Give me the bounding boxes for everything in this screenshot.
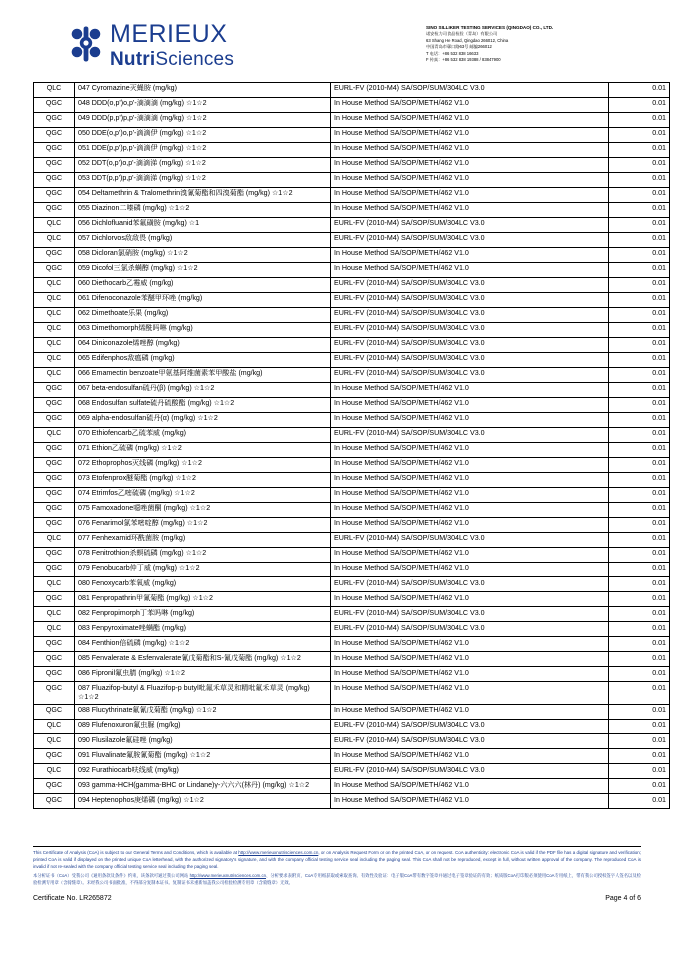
analyte-lod: 0.01	[609, 719, 670, 734]
analyte-lod: 0.01	[609, 682, 670, 704]
analyte-method: EURL-FV (2010-M4) SA/SOP/SUM/304LC V3.0	[331, 217, 609, 232]
analyte-method: EURL-FV (2010-M4) SA/SOP/SUM/304LC V3.0	[331, 577, 609, 592]
analyte-lod: 0.01	[609, 232, 670, 247]
analyte-name: 050 DDE(o,p')o,p'-滴滴伊 (mg/kg) ☆1☆2	[75, 127, 331, 142]
analyte-code: QGC	[34, 157, 75, 172]
analyte-method: In House Method SA/SOP/METH/462 V1.0	[331, 202, 609, 217]
analyte-lod: 0.01	[609, 704, 670, 719]
analyte-lod: 0.01	[609, 607, 670, 622]
analyte-method: In House Method SA/SOP/METH/462 V1.0	[331, 779, 609, 794]
analyte-code: QGC	[34, 412, 75, 427]
analyte-name: 093 gamma-HCH(gamma-BHC or Lindane)γ-六六六(林丹) (mg/kg) ☆1☆2	[75, 779, 331, 794]
table-row	[34, 749, 670, 764]
analyte-method: In House Method SA/SOP/METH/462 V1.0	[331, 187, 609, 202]
table-row	[34, 779, 670, 794]
analyte-lod: 0.01	[609, 502, 670, 517]
analyte-name: 072 Ethoprophos灭线磷 (mg/kg) ☆1☆2	[75, 457, 331, 472]
analyte-code: QGC	[34, 262, 75, 277]
analyte-name: 076 Fenarimol氯苯嘧啶醇 (mg/kg) ☆1☆2	[75, 517, 331, 532]
analyte-lod: 0.01	[609, 187, 670, 202]
analyte-lod: 0.01	[609, 83, 670, 98]
analyte-name: 092 Furathiocarb呋线威 (mg/kg)	[75, 764, 331, 779]
page-header	[33, 22, 641, 78]
table-row	[34, 502, 670, 517]
company-phone: T 电话：+86 532 838 16633	[426, 50, 479, 56]
analyte-lod: 0.01	[609, 142, 670, 157]
analyte-name: 086 Fipronil氟虫腈 (mg/kg) ☆1☆2	[75, 667, 331, 682]
analyte-name: 082 Fenpropimorph丁苯吗啉 (mg/kg)	[75, 607, 331, 622]
analyte-code: QLC	[34, 277, 75, 292]
analyte-name: 064 Diniconazole烯唑醇 (mg/kg)	[75, 337, 331, 352]
brand-name: MERIEUX	[110, 20, 228, 48]
analyte-method: EURL-FV (2010-M4) SA/SOP/SUM/304LC V3.0	[331, 607, 609, 622]
analyte-lod: 0.01	[609, 652, 670, 667]
table-row	[34, 532, 670, 547]
table-row	[34, 202, 670, 217]
table-row	[34, 487, 670, 502]
analyte-lod: 0.01	[609, 764, 670, 779]
analyte-name: 071 Ethion乙硫磷 (mg/kg) ☆1☆2	[75, 442, 331, 457]
analyte-method: EURL-FV (2010-M4) SA/SOP/SUM/304LC V3.0	[331, 622, 609, 637]
table-row	[34, 127, 670, 142]
analyte-code: QGC	[34, 652, 75, 667]
analyte-method: EURL-FV (2010-M4) SA/SOP/SUM/304LC V3.0	[331, 532, 609, 547]
analyte-lod: 0.01	[609, 202, 670, 217]
table-row	[34, 307, 670, 322]
analyte-lod: 0.01	[609, 622, 670, 637]
table-row	[34, 734, 670, 749]
analyte-code: QLC	[34, 622, 75, 637]
analyte-code: QLC	[34, 734, 75, 749]
table-row	[34, 547, 670, 562]
analyte-lod: 0.01	[609, 367, 670, 382]
page-content	[33, 20, 666, 809]
analyte-lod: 0.01	[609, 577, 670, 592]
analyte-name: 079 Fenobucarb仲丁威 (mg/kg) ☆1☆2	[75, 562, 331, 577]
analyte-method: EURL-FV (2010-M4) SA/SOP/SUM/304LC V3.0	[331, 764, 609, 779]
analyte-name: 065 Edifenphos敌瘟磷 (mg/kg)	[75, 352, 331, 367]
analyte-lod: 0.01	[609, 262, 670, 277]
page-footer	[33, 846, 641, 902]
analyte-lod: 0.01	[609, 157, 670, 172]
analyte-method: In House Method SA/SOP/METH/462 V1.0	[331, 547, 609, 562]
table-row	[34, 277, 670, 292]
analyte-lod: 0.01	[609, 532, 670, 547]
analyte-code: QGC	[34, 97, 75, 112]
analyte-lod: 0.01	[609, 472, 670, 487]
table-row	[34, 637, 670, 652]
analyte-method: In House Method SA/SOP/METH/462 V1.0	[331, 127, 609, 142]
analyte-lod: 0.01	[609, 112, 670, 127]
analyte-lod: 0.01	[609, 382, 670, 397]
analyte-method: In House Method SA/SOP/METH/462 V1.0	[331, 487, 609, 502]
table-row	[34, 517, 670, 532]
analyte-lod: 0.01	[609, 412, 670, 427]
analyte-code: QLC	[34, 764, 75, 779]
analyte-method: EURL-FV (2010-M4) SA/SOP/SUM/304LC V3.0	[331, 322, 609, 337]
analyte-method: In House Method SA/SOP/METH/462 V1.0	[331, 562, 609, 577]
analyte-method: In House Method SA/SOP/METH/462 V1.0	[331, 247, 609, 262]
table-row	[34, 83, 670, 98]
analyte-name: 059 Dicofol三氯杀螨醇 (mg/kg) ☆1☆2	[75, 262, 331, 277]
analyte-code: QLC	[34, 367, 75, 382]
analyte-name: 074 Etrimfos乙嘧硫磷 (mg/kg) ☆1☆2	[75, 487, 331, 502]
analyte-method: In House Method SA/SOP/METH/462 V1.0	[331, 442, 609, 457]
table-row	[34, 562, 670, 577]
table-row	[34, 457, 670, 472]
analyte-code: QGC	[34, 749, 75, 764]
table-row	[34, 682, 670, 704]
analyte-method: EURL-FV (2010-M4) SA/SOP/SUM/304LC V3.0	[331, 232, 609, 247]
analyte-code: QGC	[34, 172, 75, 187]
footer-terms-english: This Certificate of Analysis (CoA) is subject to our General Terms and Conditions, which is available at http://www.merieuxnutrisciences.com.cn, or on Analysis Request Form or on the printed CoA, or on request. CoA authenticity: electronic CoA is valid if the PDF file has a digital signature and verification; printed CoA is valid if displayed on the printed unique CoA letterhead, with the authorized signatory's signature, and with the company official testing service seal including the paging seal. This CoA shall not be reproduced, except in full, without written approval of the company. The reproduced CoA is invalid if not re-sealed with the company official testing service seal including the paging seal.	[33, 850, 641, 869]
analyte-lod: 0.01	[609, 547, 670, 562]
analyte-code: QLC	[34, 322, 75, 337]
analyte-method: In House Method SA/SOP/METH/462 V1.0	[331, 794, 609, 809]
analyte-method: EURL-FV (2010-M4) SA/SOP/SUM/304LC V3.0	[331, 307, 609, 322]
analyte-method: In House Method SA/SOP/METH/462 V1.0	[331, 472, 609, 487]
brand-text	[110, 22, 234, 69]
analyte-name: 078 Fenitrothion杀螟硫磷 (mg/kg) ☆1☆2	[75, 547, 331, 562]
analyte-lod: 0.01	[609, 592, 670, 607]
analyte-method: In House Method SA/SOP/METH/462 V1.0	[331, 502, 609, 517]
analyte-method: EURL-FV (2010-M4) SA/SOP/SUM/304LC V3.0	[331, 83, 609, 98]
analyte-method: In House Method SA/SOP/METH/462 V1.0	[331, 412, 609, 427]
table-row	[34, 292, 670, 307]
analyte-name: 051 DDE(p,p')p,p'-滴滴伊 (mg/kg) ☆1☆2	[75, 142, 331, 157]
analyte-code: QGC	[34, 637, 75, 652]
certificate-number: Certificate No. LR265872	[33, 895, 112, 903]
analyte-lod: 0.01	[609, 562, 670, 577]
analyte-lod: 0.01	[609, 427, 670, 442]
analyte-code: QGC	[34, 472, 75, 487]
table-row	[34, 172, 670, 187]
analyte-code: QGC	[34, 547, 75, 562]
analyte-code: QLC	[34, 307, 75, 322]
analyte-code: QLC	[34, 532, 75, 547]
analyte-lod: 0.01	[609, 637, 670, 652]
table-row	[34, 622, 670, 637]
analyte-method: In House Method SA/SOP/METH/462 V1.0	[331, 667, 609, 682]
analyte-code: QLC	[34, 577, 75, 592]
analyte-name: 049 DDD(p,p')p,p'-滴滴滴 (mg/kg) ☆1☆2	[75, 112, 331, 127]
analyte-method: In House Method SA/SOP/METH/462 V1.0	[331, 457, 609, 472]
table-row	[34, 794, 670, 809]
table-row	[34, 142, 670, 157]
table-row	[34, 367, 670, 382]
analyte-method: EURL-FV (2010-M4) SA/SOP/SUM/304LC V3.0	[331, 734, 609, 749]
table-row	[34, 337, 670, 352]
analyte-code: QGC	[34, 247, 75, 262]
analyte-name: 055 Diazinon二嗪磷 (mg/kg) ☆1☆2	[75, 202, 331, 217]
analyte-name: 077 Fenhexamid环酰菌胺 (mg/kg)	[75, 532, 331, 547]
analyte-lod: 0.01	[609, 97, 670, 112]
table-row	[34, 97, 670, 112]
company-fax: F 传真：+86 532 838 19388 / 83847900	[426, 57, 501, 63]
analyte-method: In House Method SA/SOP/METH/462 V1.0	[331, 682, 609, 704]
analyte-lod: 0.01	[609, 667, 670, 682]
analyte-lod: 0.01	[609, 487, 670, 502]
analyte-code: QLC	[34, 427, 75, 442]
analyte-code: QGC	[34, 667, 75, 682]
table-row	[34, 112, 670, 127]
analyte-name: 058 Dicloran氯硝胺 (mg/kg) ☆1☆2	[75, 247, 331, 262]
analyte-name: 061 Difenoconazole苯醚甲环唑 (mg/kg)	[75, 292, 331, 307]
table-row	[34, 157, 670, 172]
analyte-lod: 0.01	[609, 397, 670, 412]
brand-sub-rest: Sciences	[155, 49, 235, 70]
table-row	[34, 667, 670, 682]
analyte-method: In House Method SA/SOP/METH/462 V1.0	[331, 262, 609, 277]
analyte-code: QGC	[34, 202, 75, 217]
footer-terms-chinese: 本分析证书（CoA）受我公司《通用条款及条件》约束，该条款可通过我公司网站 http://www.merieuxnutrisciences.com.cn、分析要求表附页、CoA专用纸获取或索取查询。有效性及验证：电子版CoA带有数字签章并通过电子签章验证的有效；纸质版CoA打印版必须使用CoA专用纸上，带有我公司授权签字人签名以及检验检测专用章（含骑缝章）。未经我公司书面批准，不得部分复制本证书。复制证书未重新加盖我公司检验检测专用章（含骑缝章）无效。	[33, 873, 641, 885]
company-name: SINO SILLIKER TESTING SERVICES (QINGDAO) CO., LTD.	[426, 25, 554, 30]
analyte-code: QLC	[34, 292, 75, 307]
analyte-code: QGC	[34, 457, 75, 472]
analyte-code: QGC	[34, 779, 75, 794]
analyte-lod: 0.01	[609, 337, 670, 352]
table-row	[34, 247, 670, 262]
table-row	[34, 442, 670, 457]
table-row	[34, 322, 670, 337]
analyte-name: 057 Dichlorvos敌敌畏 (mg/kg)	[75, 232, 331, 247]
analyte-name: 062 Dimethoate乐果 (mg/kg)	[75, 307, 331, 322]
analyte-method: In House Method SA/SOP/METH/462 V1.0	[331, 592, 609, 607]
company-address-line: 诺安检力司食品检验（青岛）有限公司	[426, 31, 498, 37]
analyte-name: 084 Fenthion倍硫磷 (mg/kg) ☆1☆2	[75, 637, 331, 652]
analyte-method: In House Method SA/SOP/METH/462 V1.0	[331, 397, 609, 412]
analyte-name: 066 Emamectin benzoate甲氨基阿维菌素苯甲酸盐 (mg/kg)	[75, 367, 331, 382]
analyte-name: 081 Fenpropathrin甲氰菊酯 (mg/kg) ☆1☆2	[75, 592, 331, 607]
analyte-code: QGC	[34, 562, 75, 577]
analyte-method: In House Method SA/SOP/METH/462 V1.0	[331, 704, 609, 719]
analyte-code: QLC	[34, 352, 75, 367]
analyte-method: In House Method SA/SOP/METH/462 V1.0	[331, 157, 609, 172]
analyte-name: 068 Endosulfan sulfate硫丹硫酸酯 (mg/kg) ☆1☆2	[75, 397, 331, 412]
analyte-name: 087 Fluazifop-butyl & Fluazifop-p butyl吡氟禾草灵和精吡氟禾草灵 (mg/kg) ☆1☆2	[75, 682, 331, 704]
table-row	[34, 472, 670, 487]
analyte-code: QGC	[34, 112, 75, 127]
table-row	[34, 592, 670, 607]
analyte-name: 052 DDT(o,p')o,p'-滴滴涕 (mg/kg) ☆1☆2	[75, 157, 331, 172]
analyte-method: EURL-FV (2010-M4) SA/SOP/SUM/304LC V3.0	[331, 719, 609, 734]
analyte-code: QLC	[34, 719, 75, 734]
analyte-lod: 0.01	[609, 517, 670, 532]
analyte-lod: 0.01	[609, 442, 670, 457]
analyte-name: 056 Dichlofluanid苯氟磺胺 (mg/kg) ☆1	[75, 217, 331, 232]
analyte-code: QGC	[34, 442, 75, 457]
analyte-name: 048 DDD(o,p')o,p'-滴滴滴 (mg/kg) ☆1☆2	[75, 97, 331, 112]
analyte-code: QGC	[34, 382, 75, 397]
analyte-method: EURL-FV (2010-M4) SA/SOP/SUM/304LC V3.0	[331, 292, 609, 307]
analyte-method: In House Method SA/SOP/METH/462 V1.0	[331, 637, 609, 652]
analyte-name: 088 Flucythrinate氟氰戊菊酯 (mg/kg) ☆1☆2	[75, 704, 331, 719]
results-table-body	[34, 83, 670, 809]
analyte-lod: 0.01	[609, 217, 670, 232]
analyte-code: QGC	[34, 592, 75, 607]
analyte-code: QLC	[34, 232, 75, 247]
table-row	[34, 382, 670, 397]
analyte-code: QGC	[34, 142, 75, 157]
analyte-method: In House Method SA/SOP/METH/462 V1.0	[331, 382, 609, 397]
analysis-results-table	[33, 82, 670, 809]
analyte-code: QGC	[34, 127, 75, 142]
analyte-code: QGC	[34, 487, 75, 502]
analyte-method: In House Method SA/SOP/METH/462 V1.0	[331, 97, 609, 112]
table-row	[34, 704, 670, 719]
analyte-name: 091 Fluvalinate氟胺氰菊酯 (mg/kg) ☆1☆2	[75, 749, 331, 764]
analyte-name: 047 Cyromazine灭蝇胺 (mg/kg)	[75, 83, 331, 98]
table-row	[34, 607, 670, 622]
analyte-code: QGC	[34, 187, 75, 202]
analyte-name: 090 Flusilazole氟硅唑 (mg/kg)	[75, 734, 331, 749]
analyte-name: 060 Diethocarb乙霉威 (mg/kg)	[75, 277, 331, 292]
analyte-name: 067 beta-endosulfan硫丹(β) (mg/kg) ☆1☆2	[75, 382, 331, 397]
analyte-lod: 0.01	[609, 292, 670, 307]
analyte-lod: 0.01	[609, 457, 670, 472]
analyte-lod: 0.01	[609, 247, 670, 262]
table-row	[34, 412, 670, 427]
analyte-name: 080 Fenoxycarb苯氧威 (mg/kg)	[75, 577, 331, 592]
merieux-flower-logo	[69, 26, 103, 62]
table-row	[34, 397, 670, 412]
footer-bottom-row	[33, 895, 641, 902]
analyte-code: QGC	[34, 397, 75, 412]
terms-link[interactable]: http://www.merieuxnutrisciences.com.cn	[238, 850, 319, 855]
analyte-name: 089 Flufenoxuron氟虫脲 (mg/kg)	[75, 719, 331, 734]
analyte-name: 053 DDT(p,p')p,p'-滴滴涕 (mg/kg) ☆1☆2	[75, 172, 331, 187]
analyte-lod: 0.01	[609, 277, 670, 292]
table-row	[34, 187, 670, 202]
analyte-method: In House Method SA/SOP/METH/462 V1.0	[331, 749, 609, 764]
analyte-lod: 0.01	[609, 127, 670, 142]
table-row	[34, 652, 670, 667]
analyte-code: QLC	[34, 607, 75, 622]
table-row	[34, 427, 670, 442]
analyte-code: QGC	[34, 517, 75, 532]
analyte-code: QLC	[34, 217, 75, 232]
company-address-line: 63 Shang He Road, Qingdao 266012, China	[426, 37, 509, 43]
analyte-lod: 0.01	[609, 172, 670, 187]
analyte-method: In House Method SA/SOP/METH/462 V1.0	[331, 652, 609, 667]
analyte-lod: 0.01	[609, 322, 670, 337]
table-row	[34, 262, 670, 277]
analyte-method: EURL-FV (2010-M4) SA/SOP/SUM/304LC V3.0	[331, 367, 609, 382]
analyte-name: 054 Deltamethrin & Tralomethrin溴氰菊酯和四溴菊酯 (mg/kg) ☆1☆2	[75, 187, 331, 202]
analyte-method: EURL-FV (2010-M4) SA/SOP/SUM/304LC V3.0	[331, 352, 609, 367]
analyte-name: 085 Fenvalerate & Esfenvalerate氰戊菊酯和S-氰戊菊酯 (mg/kg) ☆1☆2	[75, 652, 331, 667]
table-row	[34, 217, 670, 232]
analyte-lod: 0.01	[609, 307, 670, 322]
analyte-name: 069 alpha-endosulfan硫丹(α) (mg/kg) ☆1☆2	[75, 412, 331, 427]
table-row	[34, 232, 670, 247]
brand-sub-bold: Nutri	[110, 49, 156, 70]
brand-subname	[110, 50, 234, 69]
analyte-method: EURL-FV (2010-M4) SA/SOP/SUM/304LC V3.0	[331, 427, 609, 442]
analyte-name: 063 Dimethomorph烯酰吗啉 (mg/kg)	[75, 322, 331, 337]
analyte-code: QGC	[34, 794, 75, 809]
analyte-method: In House Method SA/SOP/METH/462 V1.0	[331, 517, 609, 532]
analyte-method: In House Method SA/SOP/METH/462 V1.0	[331, 112, 609, 127]
table-row	[34, 352, 670, 367]
terms-link[interactable]: http://www.merieuxnutrisciences.com.cn	[189, 873, 266, 879]
analyte-lod: 0.01	[609, 734, 670, 749]
company-address-block	[426, 22, 641, 64]
analyte-method: In House Method SA/SOP/METH/462 V1.0	[331, 142, 609, 157]
analyte-method: In House Method SA/SOP/METH/462 V1.0	[331, 172, 609, 187]
analyte-name: 094 Heptenophos庚烯磷 (mg/kg) ☆1☆2	[75, 794, 331, 809]
analyte-name: 073 Etofenprox醚菊酯 (mg/kg) ☆1☆2	[75, 472, 331, 487]
analyte-method: EURL-FV (2010-M4) SA/SOP/SUM/304LC V3.0	[331, 277, 609, 292]
footer-divider	[33, 846, 641, 847]
analyte-code: QLC	[34, 83, 75, 98]
table-row	[34, 577, 670, 592]
analyte-code: QGC	[34, 682, 75, 704]
table-row	[34, 719, 670, 734]
analyte-code: QGC	[34, 502, 75, 517]
brand-block	[33, 22, 234, 69]
analyte-lod: 0.01	[609, 779, 670, 794]
company-address-line: 中国青岛市鄣口路63号 邮编266012	[426, 44, 492, 50]
analyte-code: QLC	[34, 337, 75, 352]
page-number: Page 4 of 6	[605, 895, 641, 903]
table-row	[34, 764, 670, 779]
analyte-lod: 0.01	[609, 352, 670, 367]
analyte-method: EURL-FV (2010-M4) SA/SOP/SUM/304LC V3.0	[331, 337, 609, 352]
analyte-name: 070 Ethiofencarb乙硫苯威 (mg/kg)	[75, 427, 331, 442]
analyte-lod: 0.01	[609, 794, 670, 809]
analyte-code: QGC	[34, 704, 75, 719]
analyte-name: 075 Famoxadone噁唑菌酮 (mg/kg) ☆1☆2	[75, 502, 331, 517]
analyte-lod: 0.01	[609, 749, 670, 764]
analyte-name: 083 Fenpyroximate唑螨酯 (mg/kg)	[75, 622, 331, 637]
